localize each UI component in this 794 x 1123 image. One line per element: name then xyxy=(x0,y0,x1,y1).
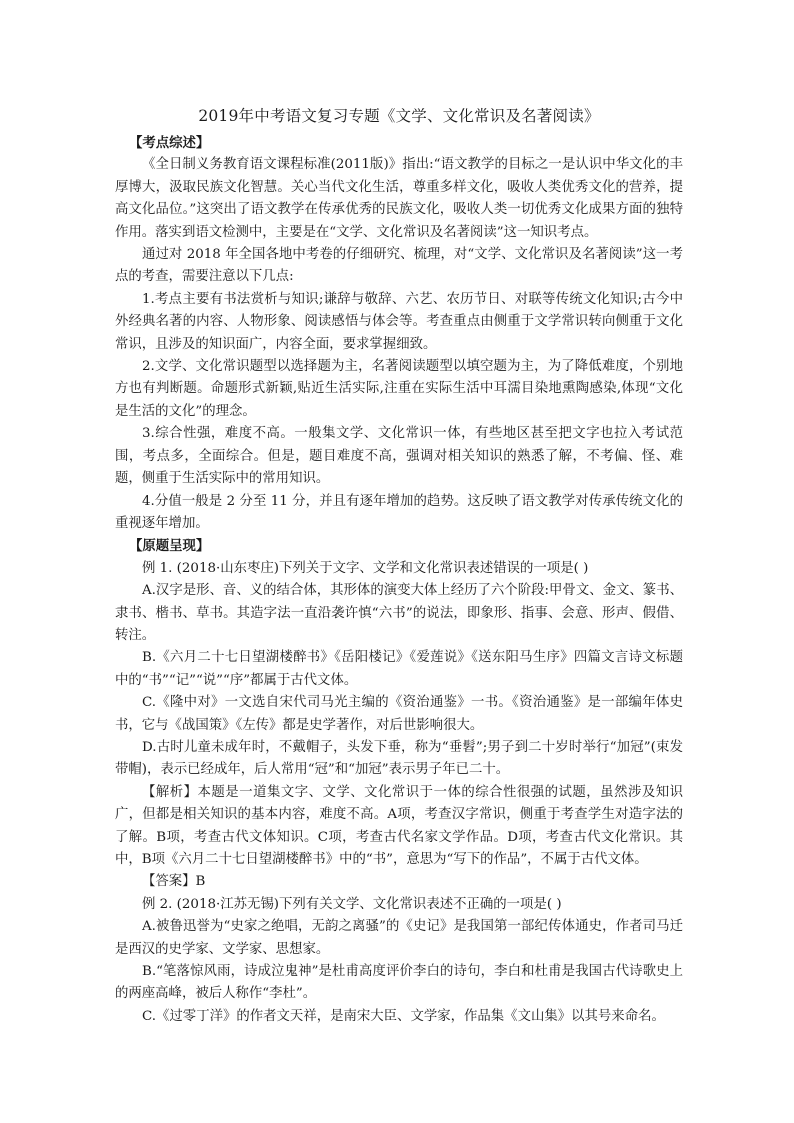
overview-paragraph-1: 《全日制义务教育语文课程标准(2011版)》指出:“语文教学的目标之一是认识中华文化的丰厚博大，汲取民族文化智慧。关心当代文化生活，尊重多样文化，吸收人类优秀文化的营养，提高文化品位。”这突出了语文教学在传承优秀的民族文化，吸收人类一切优秀文化成果方面的独特作用。落实到语文检测中，主要是在“文学、文化常识及名著阅读”这一知识考点。 xyxy=(115,157,683,240)
example1-option-a: A.汉字是形、音、义的结合体，其形体的演变大体上经历了六个阶段:甲骨文、金文、篆书、隶书、楷书、草书。其造字法一直沿袭许慎“六书”的说法，即象形、指事、会意、形声、假借、转注。 xyxy=(115,583,683,643)
document-page xyxy=(115,104,683,1028)
example1-option-b: B.《六月二十七日望湖楼醉书》《岳阳楼记》《爱莲说》《送东阳马生序》四篇文言诗文标题中的“书”“记”“说”“序”都属于古代文体。 xyxy=(115,650,683,688)
example2-stem: 例 2. (2018·江苏无锡)下列有关文学、文化常识表述不正确的一项是( ) xyxy=(142,896,562,912)
overview-point-1: 1.考点主要有书法赏析与知识;谦辞与敬辞、六艺、农历节日、对联等传统文化知识;古今中外经典名著的内容、人物形象、阅读感悟与体会等。考查重点由侧重于文学常识转向侧重于文化常识，且涉及的知识面广，内容全面，要求掌握细致。 xyxy=(115,291,683,352)
example1-analysis: 【解析】本题是一道集文字、文学、文化常识于一体的综合性很强的试题，虽然涉及知识广，但都是相关知识的基本内容，难度不高。A项，考查汉字常识，侧重于考查学生对造字法的了解。B项，考查古代文体知识。C项，考查古代名家文学作品。D项，考查古代文化常识。其中，B项《六月二十七日望湖楼醉书》中的“书”，意思为“写下的作品”，不属于古代文体。 xyxy=(115,784,683,867)
section-heading-overview: 【考点综述】 xyxy=(129,135,210,151)
overview-point-3: 3.综合性强，难度不高。一般集文学、文化常识一体，有些地区甚至把文字也拉入考试范围，考点多，全面综合。但是，题目难度不高，强调对相关知识的熟悉了解，不考偏、怪、难题，侧重于生活实际中的常用知识。 xyxy=(115,426,683,487)
example1-option-c: C.《隆中对》一文选自宋代司马光主编的《资治通鉴》一书。《资治通鉴》是一部编年体史书，它与《战国策》《左传》都是史学著作，对后世影响很大。 xyxy=(115,695,683,733)
overview-paragraph-2: 通过对 2018 年全国各地中考卷的仔细研究、梳理，对“文学、文化常识及名著阅读”这一考点的考查，需要注意以下几点: xyxy=(115,247,683,285)
overview-point-4: 4.分值一般是 2 分至 11 分，并且有逐年增加的趋势。这反映了语文教学对传承传统文化的重视逐年增加。 xyxy=(115,493,683,531)
overview-point-2: 2.文学、文化常识题型以选择题为主，名著阅读题型以填空题为主，为了降低难度，个别地方也有判断题。命题形式新颖,贴近生活实际,注重在实际生活中耳濡目染地熏陶感染,体现“文化是生活的文化”的理念。 xyxy=(115,359,683,419)
example2-option-a: A.被鲁迅誉为“史家之绝唱，无韵之离骚”的《史记》是我国第一部纪传体通史，作者司马迁是西汉的史学家、文学家、思想家。 xyxy=(115,919,683,957)
example2-option-b: B.“笔落惊风雨，诗成泣鬼神”是杜甫高度评价李白的诗句，李白和杜甫是我国古代诗歌史上的两座高峰，被后人称作“李杜”。 xyxy=(115,964,683,1002)
example2-option-c: C.《过零丁洋》的作者文天祥，是南宋大臣、文学家，作品集《文山集》以其号来命名。 xyxy=(142,1008,665,1024)
example1-option-d: D.古时儿童未成年时，不戴帽子，头发下垂，称为“垂髫”;男子到二十岁时举行“加冠”(束发带帽)，表示已经成年，后人常用“冠”和“加冠”表示男子年已二十。 xyxy=(115,739,683,778)
page-title: 2019年中考语文复习专题《文学、文化常识及名著阅读》 xyxy=(198,107,600,125)
example1-answer: 【答案】B xyxy=(142,874,206,890)
example1-stem: 例 1. (2018·山东枣庄)下列关于文字、文学和文化常识表述错误的一项是( ) xyxy=(142,560,589,576)
section-heading-examples: 【原题呈现】 xyxy=(129,538,210,555)
